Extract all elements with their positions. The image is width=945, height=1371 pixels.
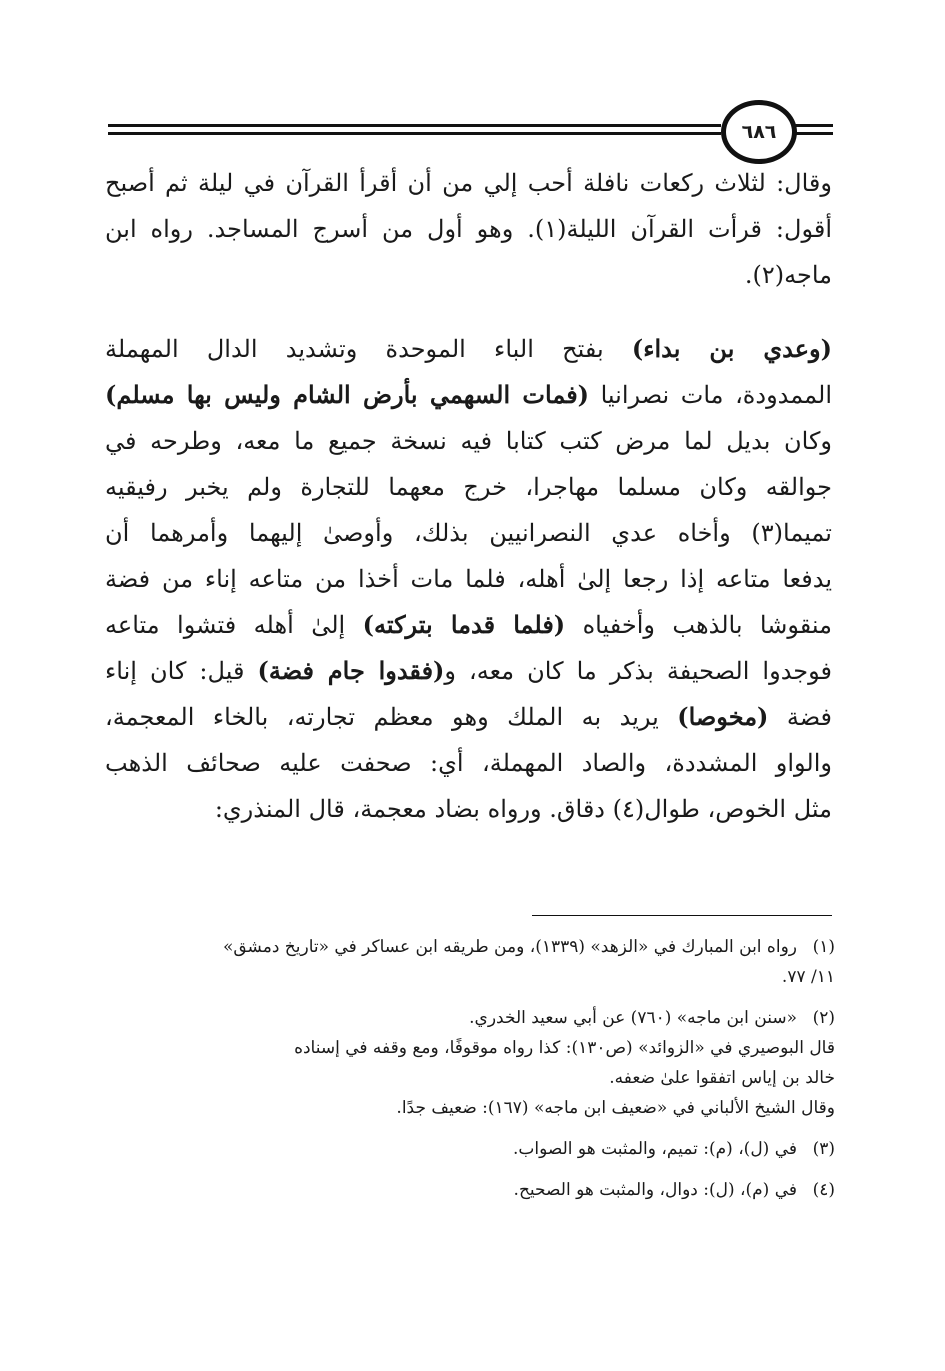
header-rule-right-bottom	[794, 132, 833, 135]
text-line: وقال: لثلاث ركعات نافلة أحب إلي من أن أقرأ القرآن في ليلة ثم أصبح	[105, 169, 832, 197]
text-segment: الممدودة، مات نصرانيا	[589, 381, 832, 409]
text-line	[105, 648, 832, 694]
footnote-continuation: وقال الشيخ الألباني في «ضعيف ابن ماجه» (١٦٧): ضعيف جدًا.	[396, 1098, 835, 1118]
text-line: ماجه(٢).	[744, 261, 832, 289]
text-line	[105, 740, 832, 786]
footnote-text: في (م)، (ل): دوال، والمثبت هو الصحيح.	[513, 1180, 797, 1200]
bold-quote: (مخوصا)	[677, 702, 769, 731]
footnote-continuation: خالد بن إياس اتفقوا علىٰ ضعفه.	[609, 1068, 835, 1088]
footnote-separator	[532, 915, 832, 916]
text-segment: منقوشا بالذهب وأخفياه	[565, 611, 832, 639]
footnote-text: «سنن ابن ماجه» (٧٦٠) عن أبي سعيد الخدري.	[469, 1008, 797, 1028]
footnote-number: (٢)	[812, 1008, 835, 1028]
paragraph-2	[105, 326, 832, 832]
text-line	[105, 326, 832, 372]
main-text	[105, 160, 832, 832]
text-line: أقول: قرأت القرآن الليلة(١). وهو أول من أسرج المساجد. رواه ابن	[105, 215, 832, 243]
footnote-continuation: ١١/ ٧٧.	[781, 967, 835, 987]
header-rule-bottom	[108, 132, 721, 135]
text-segment: والواو المشددة، والصاد المهملة، أي: صحفت عليه صحائف الذهب	[105, 749, 832, 777]
footnote	[105, 1003, 835, 1033]
text-segment: جوالقه وكان مسلما مهاجرا، خرج معهما للتجارة ولم يخبر رفيقيه	[105, 473, 832, 501]
text-line	[105, 464, 832, 510]
text-segment: فوجدوا الصحيفة بذكر ما كان معه، و	[444, 657, 832, 685]
page-header	[108, 98, 833, 160]
bold-quote: (فقدوا جام فضة)	[257, 656, 445, 685]
text-line	[105, 694, 832, 740]
footnote-continuation: قال البوصيري في «الزوائد» (ص١٣٠): كذا رواه موقوفًا، ومع وقفه في إسناده	[294, 1038, 835, 1058]
footnote	[105, 932, 835, 962]
footnote-number: (١)	[812, 937, 835, 957]
text-segment: يدفعا متاعه إذا رجعا إلىٰ أهله، فلما مات أخذا من متاعه إناء من فضة	[105, 565, 832, 593]
text-line	[105, 372, 832, 418]
text-segment: بفتح الباء الموحدة وتشديد الدال المهملة	[105, 335, 632, 363]
header-rule-top	[108, 124, 721, 127]
footnote	[105, 1175, 835, 1205]
text-segment: يريد به الملك وهو معظم تجارته، بالخاء المعجمة،	[105, 703, 678, 731]
text-segment: مثل الخوص، طوال(٤) دقاق. ورواه بضاد معجمة، قال المنذري:	[214, 795, 832, 823]
paragraph-1	[105, 160, 832, 298]
footnote-number: (٣)	[812, 1139, 835, 1159]
header-rule-right-top	[794, 124, 833, 127]
footnotes	[105, 932, 835, 1205]
text-segment: تميما(٣) وأخاه عدي النصرانيين بذلك، وأوصىٰ إليهما وأمرهما أن	[105, 519, 832, 547]
footnote-text: رواه ابن المبارك في «الزهد» (١٣٣٩)، ومن طريقه ابن عساكر في «تاريخ دمشق»	[222, 937, 797, 957]
footnote	[105, 1134, 835, 1164]
text-segment: قيل: كان إناء	[105, 657, 258, 685]
text-line	[105, 556, 832, 602]
bold-quote: (فلما قدما بتركته)	[362, 610, 566, 639]
footnote-text: في (ل)، (م): تميم، والمثبت هو الصواب.	[512, 1139, 797, 1159]
text-line	[105, 418, 832, 464]
text-segment: وكان بديل لما مرض كتب كتابا فيه نسخة جميع ما معه، وطرحه في	[105, 427, 832, 455]
text-line	[105, 510, 832, 556]
footnote-number: (٤)	[812, 1180, 835, 1200]
text-segment: فضة	[768, 703, 832, 731]
text-segment: إلىٰ أهله فتشوا متاعه	[105, 611, 363, 639]
bold-quote: (فمات السهمي بأرض الشام وليس بها مسلم)	[105, 380, 590, 409]
text-line	[105, 786, 832, 832]
page-number-badge: ٦٨٦	[721, 100, 797, 164]
text-line	[105, 602, 832, 648]
bold-quote: (وعدي بن بداء)	[631, 334, 832, 363]
